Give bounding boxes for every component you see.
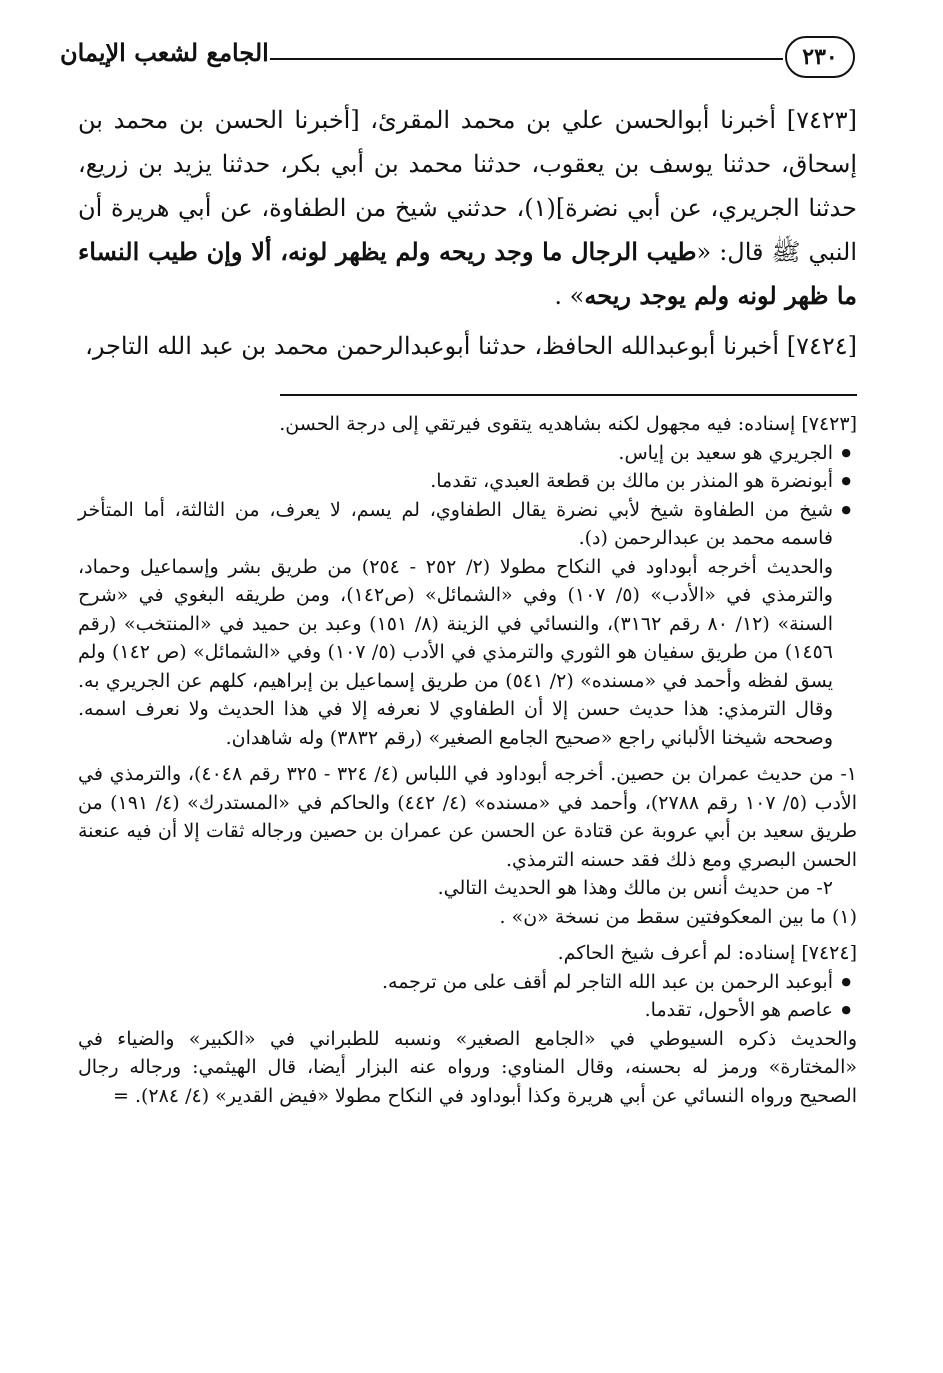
shahid-2: ٢- من حديث أنس بن مالك وهذا هو الحديث التالي. (437, 877, 833, 899)
footnote-1: (١) ما بين المعكوفتين سقط من نسخة «ن» . (499, 905, 857, 928)
note-7424-heading: [٧٤٢٤] إسناده: لم أعرف شيخ الحاكم. (557, 942, 857, 964)
bullet-item: ● أبوعبد الرحمن بن عبد الله التاجر لم أقف على من ترجمه. (78, 968, 857, 997)
bullet-item: ● أبونضرة هو المنذر بن مالك بن قطعة العبدي، تقدما. (78, 467, 857, 496)
bullet-item: ● شيخ من الطفاوة شيخ لأبي نضرة يقال الطفاوي، لم يسم، لا يعرف، من الثالثة، أما المتأخر فاسمه محمد بن عبدالرحمن (د). (78, 496, 857, 553)
header-rule (270, 58, 783, 60)
footnotes (78, 410, 857, 1110)
page-number: ٢٣٠ (785, 36, 855, 78)
bullet-item: ● عاصم هو الأحول، تقدما. (78, 996, 857, 1025)
hadith-7423-matn: طيب الرجال ما وجد ريحه ولم يظهر لونه، ألا وإن طيب النساء ما ظهر لونه ولم يوجد ريحه (78, 237, 857, 310)
book-title: الجامع لشعب الإيمان (60, 38, 269, 67)
hadith-7423-isnad: [٧٤٢٣] أخبرنا أبوالحسن علي بن محمد المقرئ، [أخبرنا الحسن بن محمد بن إسحاق، حدثنا يوسف بن يعقوب، حدثنا محمد بن أبي بكر، حدثنا يزيد بن زريع، حدثنا الجريري، عن أبي نضرة](١)، حدثني شيخ من الطفاوة، عن أبي هريرة أن النبي ﷺ قال: « (78, 106, 857, 266)
bullet-item: ● الجريري هو سعيد بن إياس. (78, 439, 857, 468)
main-text (78, 98, 857, 368)
footnote-separator (280, 394, 857, 396)
hadith-7424: [٧٤٢٤] أخبرنا أبوعبدالله الحافظ، حدثنا أبوعبدالرحمن محمد بن عبد الله التاجر، (85, 332, 857, 360)
takhrij-paragraph: والحديث أخرجه أبوداود في النكاح مطولا (٢/ ٢٥٢ - ٢٥٤) من طريق بشر وإسماعيل وحماد، والترمذي في «الأدب» (٥/ ١٠٧) وفي «الشمائل» (ص١٤٢)، ومن طريقه البغوي في «شرح السنة» (١٢/ ٨٠ رقم ٣١٦٢)، والنسائي في الزينة (٨/ ١٥١) وعبد بن حميد في «المنتخب» (رقم ١٤٥٦) من طريق سفيان هو الثوري والترمذي في الأدب (٥/ ١٠٧) وفي «الشمائل» (ص ١٤٢) ولم يسق لفظه وأحمد في «مسنده» (٢/ ٥٤١) من طريق إسماعيل بن إبراهيم، كلهم عن الجريري به. وقال الترمذي: هذا حديث حسن إلا أن الطفاوي لا نعرفه إلا في هذا الحديث ولا نعرف اسمه. وصححه شيخنا الألباني راجع «صحيح الجامع الصغير» (رقم ٣٨٣٢) وله شاهدان. (78, 555, 834, 749)
shahid-1: ١- من حديث عمران بن حصين. أخرجه أبوداود في اللباس (٤/ ٣٢٤ - ٣٢٥ رقم ٤٠٤٨)، والترمذي في الأدب (٥/ ١٠٧ رقم ٢٧٨٨)، وأحمد في «مسنده» (٤/ ٤٤٢) والحاكم في «المستدرك» (٤/ ١٩١) من طريق سعيد بن أبي عروبة عن قتادة عن الحسن عن عمران بن حصين ورجاله ثقات إلا أن فيه عنعنة الحسن البصري ومع ذلك فقد حسنه الترمذي. (78, 763, 858, 871)
hadith-7423 (78, 98, 857, 318)
final-paragraph: والحديث ذكره السيوطي في «الجامع الصغير» ونسبه للطبراني في «الكبير» والضياء في «المختارة» ورمز له بحسنه، وقال المناوي: ورواه عنه البزار أيضا، قال الهيثمي: ورجاله رجال الصحيح ورواه النسائي عن أبي هريرة وكذا أبوداود في النكاح مطولا «فيض القدير» (٤/ ٢٨٤). = (78, 1027, 857, 1107)
page-header (60, 36, 855, 86)
note-7423-heading: [٧٤٢٣] إسناده: فيه مجهول لكنه بشاهديه يتقوى فيرتقي إلى درجة الحسن. (279, 413, 857, 435)
hadith-7423-end: » . (554, 282, 585, 310)
